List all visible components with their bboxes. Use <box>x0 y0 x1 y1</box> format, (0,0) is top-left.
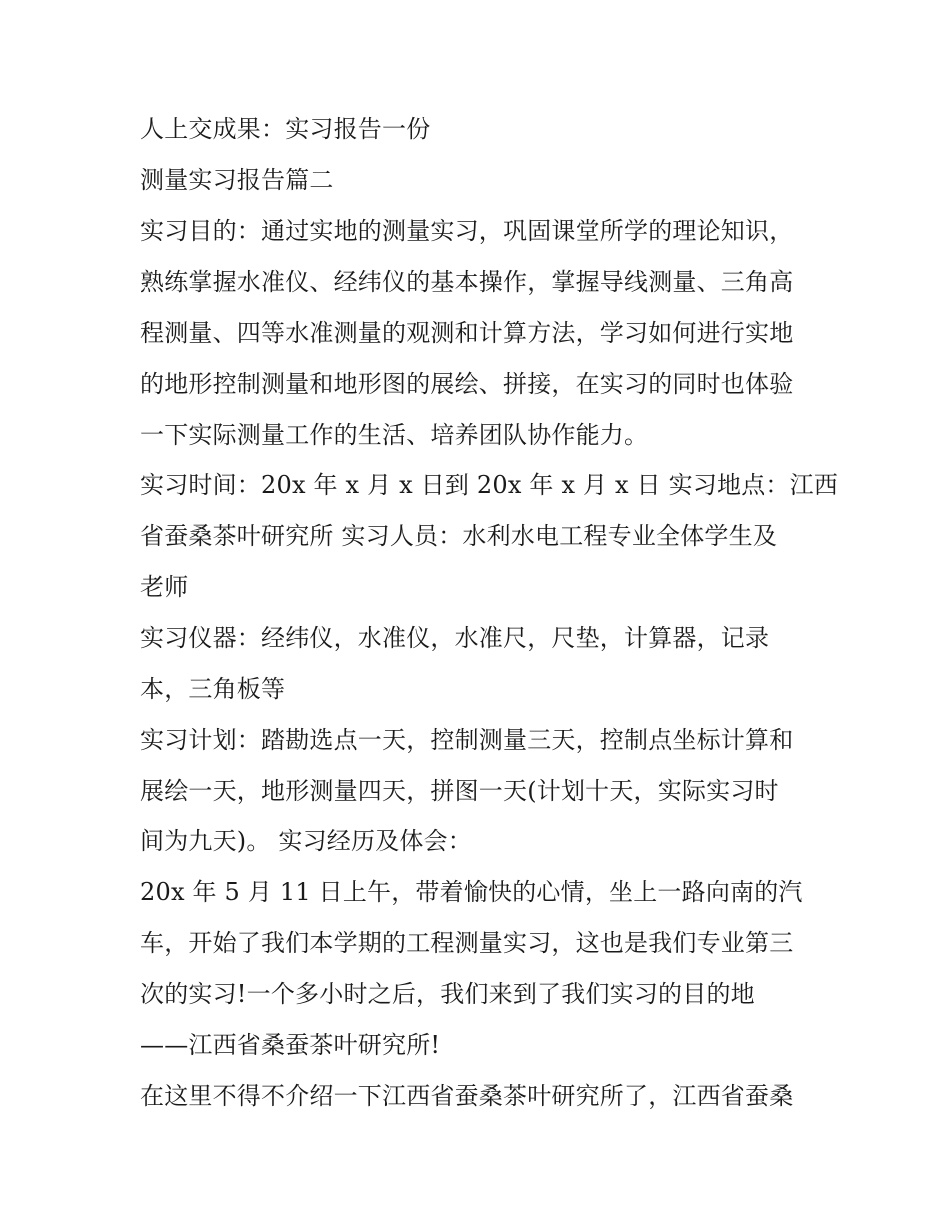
text-line: 在这里不得不介绍一下江西省蚕桑茶叶研究所了，江西省蚕桑 <box>140 1082 794 1110</box>
text-line: 展绘一天，地形测量四天，拼图一天(计划十天，实际实习时 <box>140 777 779 805</box>
text-line: 车，开始了我们本学期的工程测量实习，这也是我们专业第三 <box>140 929 794 957</box>
text-line: 实习仪器：经纬仪，水准仪，水准尺，尺垫，计算器，记录 <box>140 624 770 652</box>
text-line: 实习时间：20x 年 x 月 x 日到 20x 年 x 月 x 日 实习地点：江西 <box>140 471 839 499</box>
text-line: 一下实际测量工作的生活、培养团队协作能力。 <box>140 421 649 449</box>
section-title: 测量实习报告篇二 <box>140 166 334 194</box>
text-line: 实习目的：通过实地的测量实习，巩固课堂所学的理论知识， <box>140 217 794 245</box>
text-line: 熟练掌握水准仪、经纬仪的基本操作，掌握导线测量、三角高 <box>140 268 794 296</box>
text-line: 人上交成果：实习报告一份 <box>140 115 431 143</box>
text-line: 间为九天)。 实习经历及体会： <box>140 827 472 855</box>
text-line: ——江西省桑蚕茶叶研究所! <box>140 1031 441 1059</box>
text-line: 本，三角板等 <box>140 675 286 703</box>
text-line: 20x 年 5 月 11 日上午，带着愉快的心情，坐上一路向南的汽 <box>140 878 803 906</box>
text-line: 次的实习!一个多小时之后，我们来到了我们实习的目的地 <box>140 980 755 1008</box>
text-line: 的地形控制测量和地形图的展绘、拼接，在实习的同时也体验 <box>140 370 794 398</box>
text-line: 实习计划：踏勘选点一天，控制测量三天，控制点坐标计算和 <box>140 726 794 754</box>
text-line: 程测量、四等水准测量的观测和计算方法，学习如何进行实地 <box>140 319 794 347</box>
text-line: 省蚕桑茶叶研究所 实习人员：水利水电工程专业全体学生及 <box>140 522 778 550</box>
text-line: 老师 <box>140 573 189 601</box>
